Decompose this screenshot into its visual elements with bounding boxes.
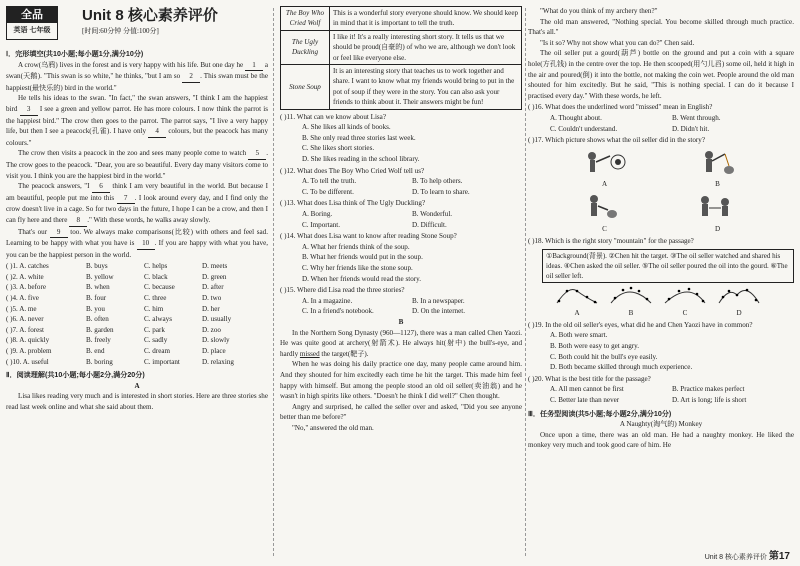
- cloze-option-row: [6, 261, 268, 272]
- answer-option: D. To learn to share.: [412, 187, 470, 196]
- picture-b: B: [695, 148, 741, 190]
- cloze-option: D. zoo: [202, 325, 221, 334]
- question-text: ( )12. What does The Boy Who Cried Wolf tell us?: [280, 166, 425, 175]
- answer-option: A. All men cannot be first: [550, 385, 624, 394]
- cloze-option: D. place: [202, 347, 226, 356]
- cloze-blank: 7: [117, 193, 135, 205]
- passage-paragraph: "Is it so? Why not show what you can do?" Chen said.: [540, 38, 695, 47]
- badge-top: 全品: [7, 7, 57, 23]
- answer-option: A. What her friends think of the soup.: [302, 242, 410, 251]
- section3-text: Once upon a time, there was an old man. He had a naughty monkey. He liked the monkey very much and took good care of him. He: [528, 430, 794, 450]
- cloze-option-row: [6, 314, 268, 325]
- cloze-paragraph: A crow(乌鸦) lives in the forest and is very happy with his life. But one day he 1 a swan(天鹅). "This swan is so white," he thinks, "but I am so 2 . This swan must be the happiest(最快乐的) bird in the world.": [6, 60, 268, 92]
- answer-option: B. She only read three stories last week.: [302, 133, 416, 142]
- question-text: ( )14. What does Lisa want to know after reading Stone Soup?: [280, 232, 457, 241]
- story-row: [281, 7, 522, 31]
- story-comment: It is an interesting story that teaches us to work together and share. I want to know what my friends would bring to put in the pot of soup if they were in the story. You can also ask your friends to think about it. Their answers might be fun!: [330, 65, 522, 110]
- answer-option: A. To tell the truth.: [302, 177, 357, 186]
- answer-option: B. Wonderful.: [412, 210, 453, 218]
- cloze-options: [6, 261, 268, 367]
- cloze-option: ( )6. A. never: [6, 315, 44, 324]
- answer-option: D. On the internet.: [412, 307, 465, 316]
- time-score: [时间:60分钟 分值:100分]: [82, 27, 159, 35]
- cloze-option: C. always: [144, 315, 172, 324]
- answer-option: A. Both were smart.: [550, 331, 608, 340]
- stories-table: [280, 6, 522, 110]
- column-left: [6, 6, 268, 413]
- cloze-option: ( )1. A. catches: [6, 262, 49, 271]
- question-text: ( )15. Where did Lisa read the three stories?: [280, 286, 405, 295]
- answer-option: C. Both could hit the bull's eye easily.: [550, 352, 658, 361]
- cloze-option: C. black: [144, 272, 168, 281]
- cloze-option: B. four: [86, 294, 107, 303]
- cloze-option: B. when: [86, 283, 110, 292]
- questions-19-20: [528, 320, 794, 406]
- cloze-option: C. park: [144, 325, 165, 334]
- cloze-option: C. him: [144, 304, 164, 313]
- cloze-option-row: [6, 293, 268, 304]
- cloze-option: B. garden: [86, 325, 114, 334]
- answer-option: D. Art is long; life is short: [672, 396, 747, 405]
- cloze-option: ( )8. A. quickly: [6, 336, 50, 345]
- passage-paragraph: "No," answered the old man.: [292, 423, 374, 432]
- answer-option: D. She likes reading in the school library.: [302, 155, 420, 164]
- questions-16-17: [528, 102, 794, 145]
- cloze-option: B. you: [86, 304, 105, 313]
- answer-option: A. In a magazine.: [302, 296, 353, 305]
- header: [6, 6, 268, 46]
- answer-option: C. Couldn't understand.: [550, 124, 618, 133]
- passage-paragraph: In the Northern Song Dynasty (960—1127), there was a man called Chen Yaozi. He was quite good at archery(射箭术). He always hit(射中) the bull's-eye, and hardly missed the target(靶子).: [280, 328, 522, 358]
- cloze-option: ( )3. A. before: [6, 283, 46, 292]
- section1-title: Ⅰ．完形填空(共10小题;每小题1分,满分10分): [6, 50, 144, 58]
- answer-option: B. What her friends would put in the soup.: [302, 253, 423, 262]
- column-middle: [280, 6, 522, 433]
- answer-option: D. When her friends would read the story.: [302, 274, 421, 283]
- cloze-option: D. two: [202, 294, 222, 303]
- cloze-option: D. after: [202, 283, 224, 292]
- answer-option: A. Thought about.: [550, 113, 602, 122]
- column-right: [528, 6, 794, 451]
- question-text: ( )13. What does Lisa think of The Ugly Duckling?: [280, 199, 426, 208]
- story-name: The Ugly Duckling: [281, 30, 330, 64]
- picture-c: C: [582, 192, 628, 234]
- answer-option: C. To be different.: [302, 187, 354, 196]
- passage-paragraph: Angry and surprised, he called the seller over and asked, "Did you see anyone better than me before?": [280, 402, 522, 422]
- answer-option: B. To help others.: [412, 177, 463, 186]
- question-text: ( )16. What does the underlined word "missed" mean in English?: [528, 103, 713, 112]
- cloze-paragraph: The crow then visits a peacock in the zoo and sees many people come to watch 5 . The crow goes to the peacock. "Dear, you are so beautiful. Every day many visitors come to visit you. I think you are the happiest bird in the world.": [6, 149, 268, 180]
- answer-option: A. Boring.: [302, 210, 333, 218]
- section3-subtitle: A Naughty(淘气的) Monkey: [619, 420, 703, 429]
- cloze-option: C. dream: [144, 347, 171, 356]
- questions-11-15: [280, 112, 522, 317]
- answer-option: C. Important.: [302, 220, 341, 229]
- question-options: [528, 330, 794, 372]
- cloze-option-row: [6, 272, 268, 283]
- question-options: [280, 242, 522, 284]
- pictures-row-2: [528, 192, 794, 234]
- cloze-option: D. her: [202, 304, 220, 313]
- section3-title: Ⅲ．任务型阅读(共5小题;每小题2分,满分10分): [528, 409, 672, 418]
- story-name: Stone Soup: [281, 65, 330, 110]
- cloze-option: ( )5. A. me: [6, 304, 37, 313]
- question-text: ( )11. What can we know about Lisa?: [280, 112, 386, 121]
- picture-a: A: [582, 148, 628, 190]
- cloze-option: ( )4. A. five: [6, 294, 39, 303]
- cloze-blank: 5: [248, 148, 266, 160]
- passage-a-intro: Lisa likes reading very much and is interested in short stories. Here are three stories she read last week online and what she said about them.: [6, 392, 268, 411]
- page-title: Unit 8 核心素养评价: [82, 7, 218, 24]
- divider-1: [273, 8, 274, 556]
- divider-2: [525, 8, 526, 556]
- cloze-paragraph: He tells his ideas to the swan. "In fact," the swan answers, "I think I am the happiest bird 3 I see a green and yellow parrot. He has more colours. I now think the parrot is the happiest bird." The crow then goes to the parrot. The parrot says, "I live a very happy life, but then I see a peacock(孔雀). I have only 4 colours, but the peacock has many colours.": [6, 94, 268, 147]
- cloze-option-row: [6, 357, 268, 368]
- answer-option: C. In a friend's notebook.: [302, 307, 374, 316]
- mountain-b: B: [604, 285, 658, 319]
- cloze-passage: [6, 60, 268, 261]
- cloze-option: D. slowly: [202, 336, 230, 345]
- story-comment: This is a wonderful story everyone should know. We should keep in mind that it is important to tell the truth.: [330, 7, 522, 31]
- question-text: ( )19. In the old oil seller's eyes, what did he and Chen Yaozi have in common?: [528, 320, 753, 329]
- cloze-option: D. usually: [202, 315, 232, 324]
- answer-option: D. Difficult.: [412, 220, 447, 229]
- cloze-option: D. green: [202, 272, 227, 281]
- answer-option: A. She likes all kinds of books.: [302, 123, 391, 132]
- story-row: [281, 65, 522, 110]
- cloze-option: B. buys: [86, 262, 108, 271]
- cloze-option: ( )9. A. problem: [6, 347, 52, 356]
- brand-badge: [6, 6, 58, 40]
- passage-b-label: B: [398, 317, 404, 326]
- mountain-a: A: [550, 285, 604, 319]
- answer-option: D. Didn't hit.: [672, 124, 710, 133]
- cloze-option: B. end: [86, 347, 105, 356]
- story-row: [281, 30, 522, 64]
- question-options: [280, 209, 522, 230]
- cloze-option: C. sadly: [144, 336, 168, 345]
- footer-unit: Unit 8 核心素养评价: [704, 554, 767, 561]
- cloze-option: B. boring: [86, 357, 113, 366]
- cloze-blank: 3: [20, 104, 38, 116]
- cloze-blank: 1: [245, 60, 263, 72]
- question-options: [280, 122, 522, 164]
- cloze-option: B. yellow: [86, 272, 114, 281]
- answer-option: C. She likes short stories.: [302, 144, 375, 153]
- cloze-option: D. meets: [202, 262, 228, 271]
- cloze-option: B. often: [86, 315, 109, 324]
- cloze-option: B. freely: [86, 336, 111, 345]
- cloze-option: D. relaxing: [202, 357, 234, 366]
- badge-bottom: 英语 七年级: [13, 27, 51, 34]
- passage-paragraph: The old man answered, "Nothing special. You become skilled through much practice. That's all.": [528, 17, 794, 37]
- q18-sequence-box: ①Background(背景). ②Chen hit the target. ③The oil seller watched and shared his ideas. ④Chen asked the oil seller. ⑤The oil seller poured the oil into the gourd. ⑥The oil seller left.: [542, 249, 794, 283]
- page-footer: [705, 547, 790, 562]
- passage-paragraph: The oil seller put a gourd(葫芦) bottle on the ground and put a coin with a square hole(方孔钱) in the centre over the top. He then scooped(用勺儿舀) some oil, held it high in the air and poured(倒) it into the bottle, not making the coin wet. People around the old man shouted for him excitedly. But he said, "This is nothing special. I can do it because I practised every day." With these words, he left.: [528, 49, 794, 100]
- passage-paragraph: "What do you think of my archery then?": [540, 7, 658, 15]
- cloze-blank: 9: [50, 227, 68, 239]
- cloze-paragraph: The peacock answers, "I 6 think I am very beautiful in the world. But because I am beautiful, people put me into this 7 . I look around every day, and I find only the crow doesn't live in a cage. So for two days in the future, I hope I can be a crow, and then I can fly here and there 8 ." With these words, he walks away slowly.: [6, 181, 268, 226]
- passage-b-continued: [528, 6, 794, 101]
- answer-option: B. Went through.: [672, 113, 721, 122]
- question-options: [528, 113, 794, 134]
- cloze-option: C. because: [144, 283, 175, 292]
- cloze-option-row: [6, 282, 268, 293]
- passage-paragraph: When he was doing his daily practice one day, many people came around him. And they shouted for him excitedly each time he hit the target. This made him feel happy with himself. But among the people stood an old oil seller(卖油翁) and he wasn't in high spirits like others. "Doesn't he think I did well?" Chen thought.: [280, 360, 522, 401]
- answer-option: B. Practice makes perfect: [672, 385, 745, 394]
- answer-option: C. Better late than never: [550, 396, 620, 405]
- question-text: ( )20. What is the best title for the passage?: [528, 374, 651, 383]
- question-options: [528, 384, 794, 405]
- mountain-c: C: [658, 285, 712, 319]
- mountain-d: D: [712, 285, 766, 319]
- cloze-option: ( )7. A. forest: [6, 325, 45, 334]
- cloze-paragraph: That's our 9 too. We always make comparisons(比较) with others and feel sad. Learning to be happy with what you have is 10 . If you are happy with what you have, you can be the happiest person in the world.: [6, 227, 269, 259]
- cloze-blank: 2: [182, 71, 200, 83]
- answer-option: B. In a newspaper.: [412, 296, 465, 305]
- q18-text: ( )18. Which is the right story "mountain" for the passage?: [528, 237, 694, 246]
- question-options: [280, 296, 522, 317]
- picture-d: D: [695, 192, 741, 234]
- cloze-blank: 4: [148, 126, 166, 138]
- passage-b: [280, 328, 522, 434]
- footer-page: 第17: [768, 551, 790, 562]
- pictures-row-1: [528, 148, 794, 190]
- cloze-option-row: [6, 346, 268, 357]
- cloze-option: ( )2. A. white: [6, 272, 44, 281]
- answer-option: B. Both were easy to get angry.: [550, 342, 639, 351]
- cloze-option-row: [6, 325, 268, 336]
- underlined-word: missed: [299, 349, 320, 358]
- answer-option: D. Both became skilled through much experience.: [550, 363, 693, 372]
- question-options: [280, 176, 522, 197]
- section2-title: Ⅱ．阅读理解(共10小题;每小题2分,满分20分): [6, 371, 145, 380]
- cloze-option-row: [6, 335, 268, 346]
- cloze-option: C. helps: [144, 262, 168, 271]
- cloze-option-row: [6, 304, 268, 315]
- story-name: The Boy Who Cried Wolf: [281, 7, 330, 31]
- cloze-blank: 10: [137, 238, 155, 250]
- passage-a-label: A: [134, 381, 140, 390]
- cloze-option: C. three: [144, 294, 167, 303]
- story-comment: I like it! It's a really interesting short story. It tells us that we should be proud(自豪的) of who we are, although we don't look or feel like everyone else.: [330, 30, 522, 64]
- cloze-blank: 6: [92, 181, 110, 193]
- question-text: ( )17. Which picture shows what the oil seller did in the story?: [528, 136, 705, 145]
- answer-option: C. Why her friends like the stone soup.: [302, 263, 413, 272]
- cloze-option: C. important: [144, 357, 180, 366]
- cloze-option: ( )10. A. useful: [6, 357, 49, 366]
- cloze-blank: 8: [69, 215, 87, 227]
- story-mountains: [528, 285, 794, 319]
